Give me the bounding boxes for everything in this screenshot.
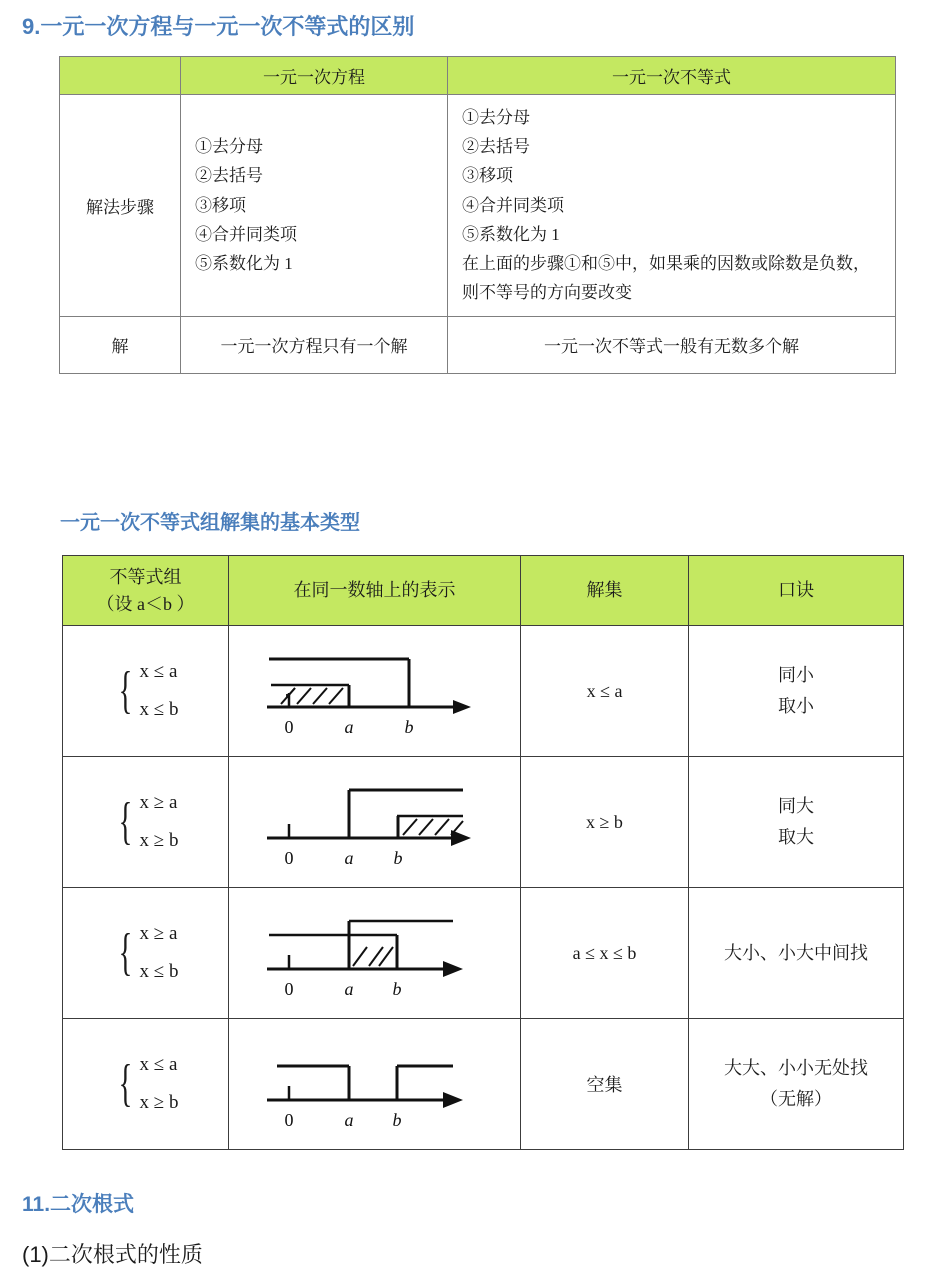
solution-value: a ≤ x ≤ b: [572, 942, 637, 963]
inequality-note: 在上面的步骤①和⑤中，如果乘的因数或除数是负数，则不等号的方向要改变: [462, 254, 870, 303]
row-label-steps: 解法步骤: [60, 95, 181, 317]
inequality-solution-value: 一元一次不等式一般有无数多个解: [448, 316, 896, 373]
equation-step-2: ②去括号: [195, 166, 263, 186]
system-ineq-2: x ≥ b: [139, 1092, 179, 1113]
header-cell-mnemonic: 口诀: [689, 556, 904, 626]
equation-vs-inequality-table: [59, 56, 896, 374]
svg-text:a: a: [344, 1110, 354, 1130]
header-system-line2: （设 a＜b ）: [96, 593, 195, 614]
system-ineq-1: x ≥ a: [139, 792, 178, 813]
svg-text:0: 0: [284, 1110, 294, 1130]
system-ineq-2: x ≤ b: [139, 699, 179, 720]
number-line-diagram-icon: [257, 1034, 492, 1134]
header-cell-inequality: 一元一次不等式: [448, 57, 896, 95]
solution-cell: [521, 626, 689, 757]
system-ineq-1: x ≤ a: [139, 661, 178, 682]
svg-text:b: b: [392, 1110, 402, 1130]
mnemonic-cell: [689, 888, 904, 1019]
system-ineq-2: x ≥ b: [139, 830, 179, 851]
system-ineq-1: x ≤ a: [139, 1054, 178, 1075]
inequality-step-3: ③移项: [462, 166, 513, 186]
equation-solution-value: 一元一次方程只有一个解: [181, 316, 448, 373]
system-ineq-2: x ≤ b: [139, 961, 179, 982]
header-cell-solution: 解集: [521, 556, 689, 626]
table-row-solution: [60, 316, 896, 373]
number-line-diagram-icon: [257, 772, 492, 872]
mnemonic-line-1: 大大、小小无处找: [724, 1058, 868, 1079]
svg-text:a: a: [344, 979, 354, 999]
equation-steps-cell: [181, 95, 448, 317]
equation-step-1: ①去分母: [195, 137, 263, 157]
numberline-cell: [229, 626, 521, 757]
inequality-steps-cell: [448, 95, 896, 317]
number-line-diagram-icon: [257, 903, 492, 1003]
table-row: [63, 626, 904, 757]
header-cell-numberline: 在同一数轴上的表示: [229, 556, 521, 626]
solution-value: x ≤ a: [586, 680, 623, 701]
mnemonic-line-1: 同小: [778, 665, 814, 686]
solution-cell: [521, 757, 689, 888]
solution-cell: [521, 888, 689, 1019]
header-cell-system: [63, 556, 229, 626]
system-cell: [63, 888, 229, 1019]
subsection-heading-11-1: (1)二次根式的性质: [22, 1242, 203, 1267]
equation-step-5: ⑤系数化为 1: [195, 254, 293, 274]
mnemonic-cell: [689, 757, 904, 888]
svg-text:b: b: [404, 717, 414, 737]
system-cell: [63, 626, 229, 757]
inequality-step-4: ④合并同类项: [462, 195, 564, 215]
svg-text:0: 0: [284, 848, 294, 868]
inequality-step-2: ②去括号: [462, 137, 530, 157]
mnemonic-cell: [689, 1019, 904, 1150]
svg-text:0: 0: [284, 717, 294, 737]
left-brace-icon: {: [118, 923, 132, 981]
system-cell: [63, 1019, 229, 1150]
header-cell-blank: [60, 57, 181, 95]
system-ineq-1: x ≥ a: [139, 923, 178, 944]
svg-text:a: a: [344, 848, 354, 868]
table-row-steps: [60, 95, 896, 317]
inequality-step-1: ①去分母: [462, 108, 530, 127]
left-brace-icon: {: [118, 792, 132, 850]
solution-cell: [521, 1019, 689, 1150]
solution-value: x ≥ b: [586, 811, 623, 832]
header-cell-equation: 一元一次方程: [181, 57, 448, 95]
table-row: [63, 888, 904, 1019]
mnemonic-line-2: 取大: [778, 827, 814, 847]
inequality-step-5: ⑤系数化为 1: [462, 224, 560, 244]
mnemonic-line-2: 取小: [778, 696, 814, 716]
number-line-diagram-icon: [257, 641, 492, 741]
solution-set-types-table: [62, 555, 904, 1150]
numberline-cell: [229, 1019, 521, 1150]
svg-text:b: b: [392, 979, 402, 999]
mnemonic-line-1: 同大: [778, 796, 814, 817]
equation-step-3: ③移项: [195, 195, 246, 215]
numberline-cell: [229, 888, 521, 1019]
mnemonic-cell: [689, 626, 904, 757]
mnemonic-line-1: 大小、小大中间找: [724, 942, 868, 963]
left-brace-icon: {: [118, 661, 132, 719]
svg-text:a: a: [344, 717, 354, 737]
section-heading-9: 9.一元一次方程与一元一次不等式的区别: [22, 14, 415, 39]
row-label-solution: 解: [60, 316, 181, 373]
section-heading-11: 11.二次根式: [22, 1193, 135, 1216]
table-header-row: [60, 57, 896, 95]
table-row: [63, 757, 904, 888]
left-brace-icon: {: [118, 1054, 132, 1112]
system-cell: [63, 757, 229, 888]
table-header-row: [63, 556, 904, 626]
equation-step-4: ④合并同类项: [195, 224, 297, 244]
solution-value: 空集: [586, 1075, 623, 1095]
numberline-cell: [229, 757, 521, 888]
table-row: [63, 1019, 904, 1150]
section-heading-10: 一元一次不等式组解集的基本类型: [60, 512, 360, 534]
svg-text:b: b: [393, 848, 403, 868]
svg-text:0: 0: [284, 979, 294, 999]
header-system-line1: 不等式组: [109, 567, 182, 588]
mnemonic-line-2: （无解）: [760, 1089, 832, 1109]
